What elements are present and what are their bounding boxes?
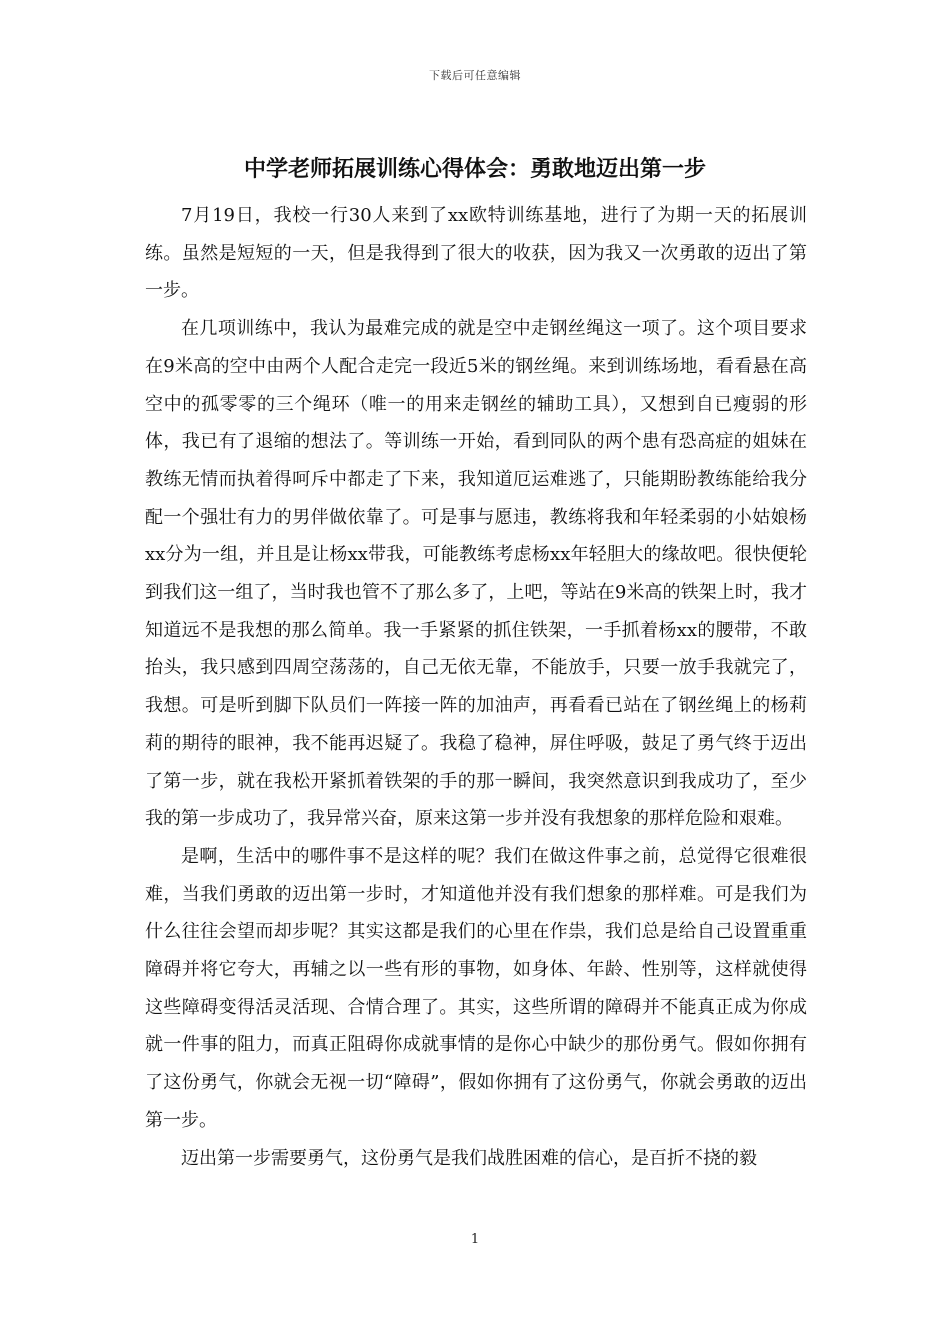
paragraph-3: 是啊，生活中的哪件事不是这样的呢？我们在做这件事之前，总觉得它很难很难，当我们勇敢的迈出第一步时，才知道他并没有我们想象的那样难。可是我们为什么往往会望而却步呢？其实这都是我们的心里在作祟，我们总是给自己设置重重障碍并将它夸大，再辅之以一些有形的事物，如身体、年龄、性别等，这样就使得这些障碍变得活灵活现、合情合理了。其实，这些所谓的障碍并不能真正成为你成就一件事的阻力，而真正阻碍你成就事情的是你心中缺少的那份勇气。假如你拥有了这份勇气，你就会无视一切“障碍”，假如你拥有了这份勇气，你就会勇敢的迈出第一步。 <box>145 845 807 1131</box>
document-title: 中学老师拓展训练心得体会：勇敢地迈出第一步 <box>243 156 706 182</box>
page-number: 1 <box>470 1232 480 1247</box>
paragraph-1: 7月19日，我校一行30人来到了xx欧特训练基地，进行了为期一天的拓展训练。虽然是短短的一天，但是我得到了很大的收获，因为我又一次勇敢的迈出了第一步。 <box>145 205 807 302</box>
paragraph-2: 在几项训练中，我认为最难完成的就是空中走钢丝绳这一项了。这个项目要求在9米高的空中由两个人配合走完一段近5米的钢丝绳。来到训练场地，看看悬在高空中的孤零零的三个绳环（唯一的用来走钢丝的辅助工具），又想到自已瘦弱的形体，我已有了退缩的想法了。等训练一开始，看到同队的两个患有恐高症的姐妹在教练无情而执着得呵斥中都走了下来，我知道厄运难逃了，只能期盼教练能给我分配一个强壮有力的男伴做依靠了。可是事与愿违，教练将我和年轻柔弱的小姑娘杨xx分为一组，并且是让杨xx带我，可能教练考虑杨xx年轻胆大的缘故吧。很快便轮到我们这一组了，当时我也管不了那么多了，上吧，等站在9米高的铁架上时，我才知道远不是我想的那么简单。我一手紧紧的抓住铁架，一手抓着杨xx的腰带，不敢抬头，我只感到四周空荡荡的，自己无依无靠，不能放手，只要一放手我就完了，我想。可是听到脚下队员们一阵接一阵的加油声，再看看已站在了钢丝绳上的杨莉莉的期待的眼神，我不能再迟疑了。我稳了稳神，屏住呼吸，鼓足了勇气终于迈出了第一步，就在我松开紧抓着铁架的手的那一瞬间，我突然意识到我成功了，至少我的第一步成功了，我异常兴奋，原来这第一步并没有我想象的那样危险和艰难。 <box>145 318 807 830</box>
document-body <box>145 197 807 1177</box>
paragraph-4: 迈出第一步需要勇气，这份勇气是我们战胜困难的信心，是百折不挠的毅 <box>181 1147 757 1169</box>
header-note: 下载后可任意编辑 <box>429 69 521 82</box>
